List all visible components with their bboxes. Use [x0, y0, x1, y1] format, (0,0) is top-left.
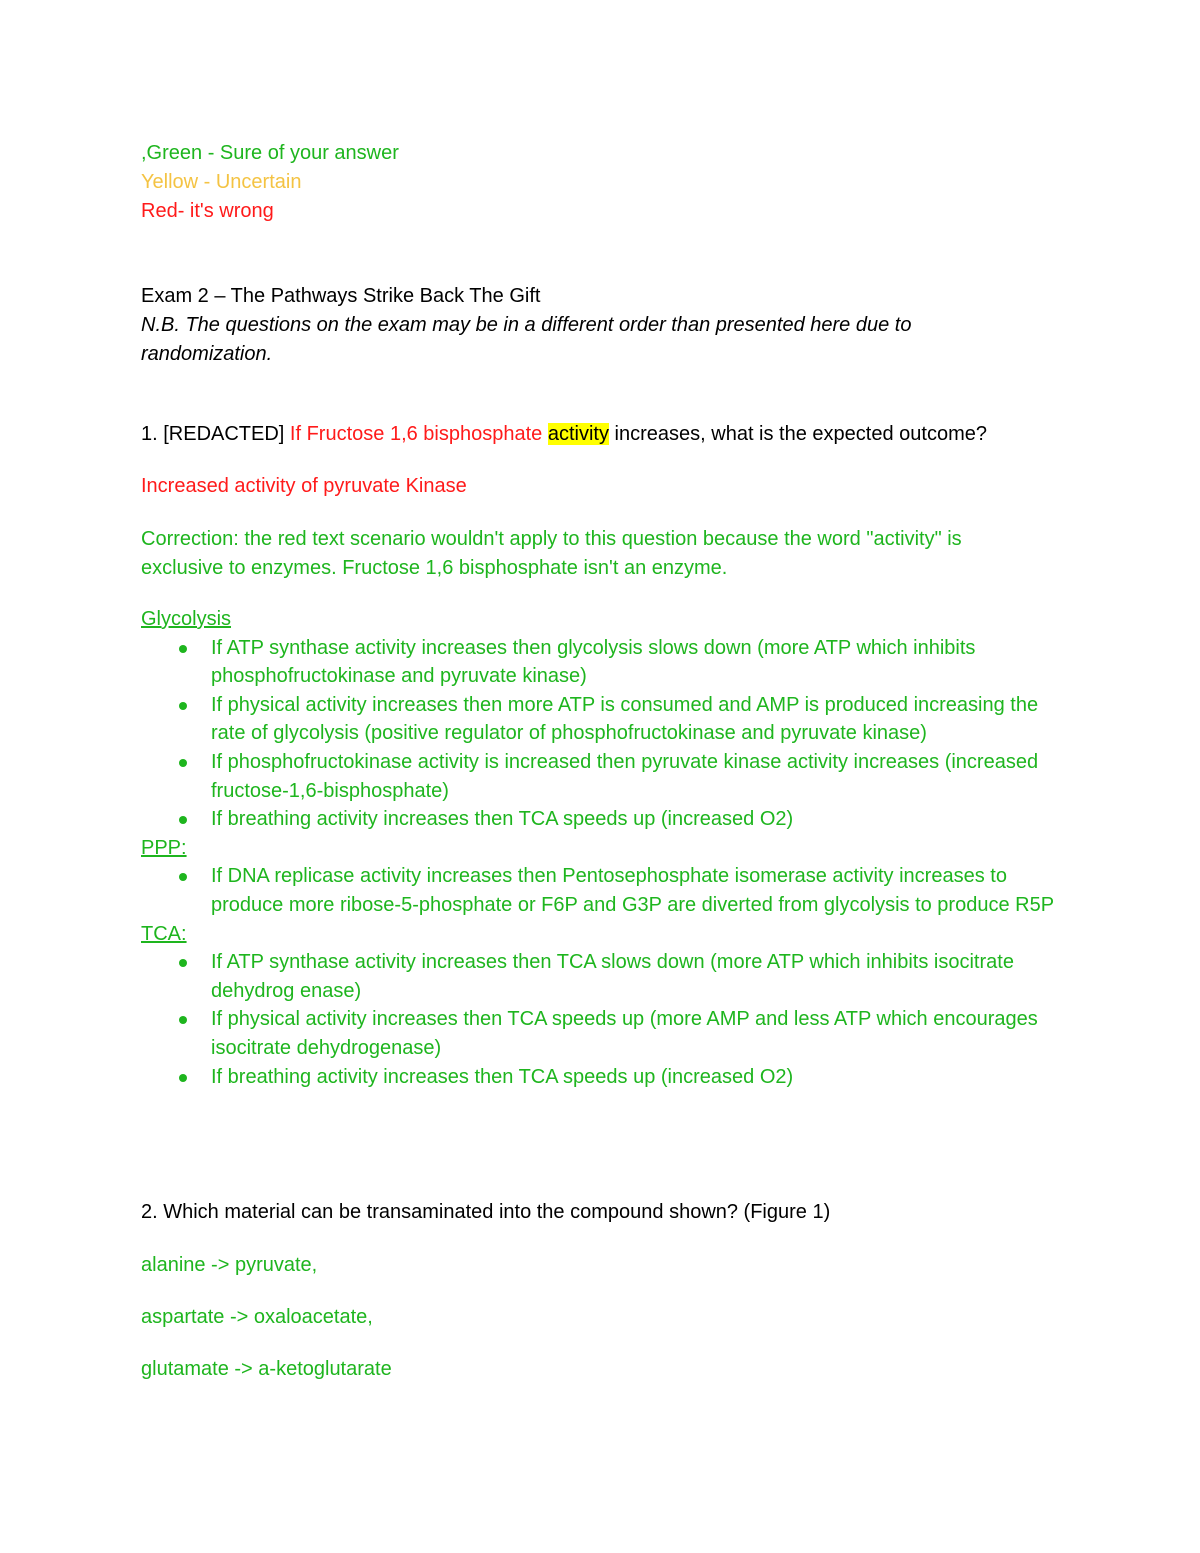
q2-answer: glutamate -> a-ketoglutarate	[141, 1358, 392, 1380]
q1-sections	[141, 605, 1061, 1091]
glycolysis-list	[141, 634, 1061, 834]
q1-prefix: 1. [REDACTED]	[141, 423, 290, 445]
bullet-icon	[179, 702, 187, 710]
bullet-icon	[179, 759, 187, 767]
legend-red: Red- it's wrong	[141, 200, 274, 222]
list-item	[141, 634, 1061, 691]
question-1	[141, 420, 1141, 449]
q2-answer: alanine -> pyruvate,	[141, 1254, 318, 1276]
bullet-icon	[179, 959, 187, 967]
q1-correction: Correction: the red text scenario wouldn't apply to this question because the word "activity" is exclusive to enzymes. Fructose 1,6 bisphosphate isn't an enzyme.	[141, 528, 962, 579]
note: N.B. The questions on the exam may be in a different order than presented here due to randomization.	[141, 314, 912, 365]
item-text: If physical activity increases then TCA speeds up (more AMP and less ATP which encourages isocitrate dehydrogenase)	[211, 1008, 1038, 1059]
question-2: 2. Which material can be transaminated into the compound shown? (Figure 1)	[141, 1201, 831, 1223]
legend-yellow: Yellow - Uncertain	[141, 171, 302, 193]
document-title: Exam 2 – The Pathways Strike Back The Gift	[141, 285, 541, 307]
bullet-icon	[179, 1016, 187, 1024]
section-heading-ppp: PPP:	[141, 836, 187, 859]
item-text: If physical activity increases then more ATP is consumed and AMP is produced increasing the rate of glycolysis (positive regulator of phosphofructokinase and pyruvate kinase)	[211, 693, 1039, 745]
legend-green: ,Green - Sure of your answer	[141, 142, 399, 164]
list-item	[141, 862, 1061, 919]
item-text: If ATP synthase activity increases then glycolysis slows down (more ATP which inhibits phosphofructokinase and pyruvate kinase)	[211, 636, 976, 688]
item-text: If breathing activity increases then TCA speeds up (increased O2)	[211, 808, 794, 831]
list-item	[141, 948, 1061, 1005]
item-text: If breathing activity increases then TCA speeds up (increased O2)	[211, 1065, 794, 1088]
q1-red-part: If Fructose 1,6 bisphosphate	[289, 423, 548, 445]
list-item	[141, 1063, 1061, 1092]
list-item	[141, 805, 1061, 834]
item-text: If ATP synthase activity increases then TCA slows down (more ATP which inhibits isocitrate dehydrog enase)	[211, 951, 1014, 1002]
q1-highlight: activity	[547, 423, 609, 445]
item-text: If phosphofructokinase activity is increased then pyruvate kinase activity increases (increased fructose-1,6-bisphosphate)	[211, 750, 1039, 802]
list-item	[141, 748, 1061, 805]
section-heading-glycolysis: Glycolysis	[141, 608, 232, 630]
bullet-icon	[179, 645, 187, 653]
bullet-icon	[179, 816, 187, 824]
tca-list	[141, 948, 1061, 1091]
q1-suffix: increases, what is the expected outcome?	[608, 423, 987, 445]
list-item	[141, 691, 1061, 748]
q2-answer: aspartate -> oxaloacetate,	[141, 1306, 373, 1328]
q1-answer: Increased activity of pyruvate Kinase	[141, 475, 467, 497]
bullet-icon	[179, 1074, 187, 1082]
bullet-icon	[179, 873, 187, 881]
ppp-list	[141, 862, 1061, 919]
item-text: If DNA replicase activity increases then Pentosephosphate isomerase activity increases to produce more ribose-5-phosphate or F6P and G3P are diverted from glycolysis to produce R5P	[211, 865, 1055, 916]
section-heading-tca: TCA:	[141, 922, 187, 945]
list-item	[141, 1005, 1061, 1062]
